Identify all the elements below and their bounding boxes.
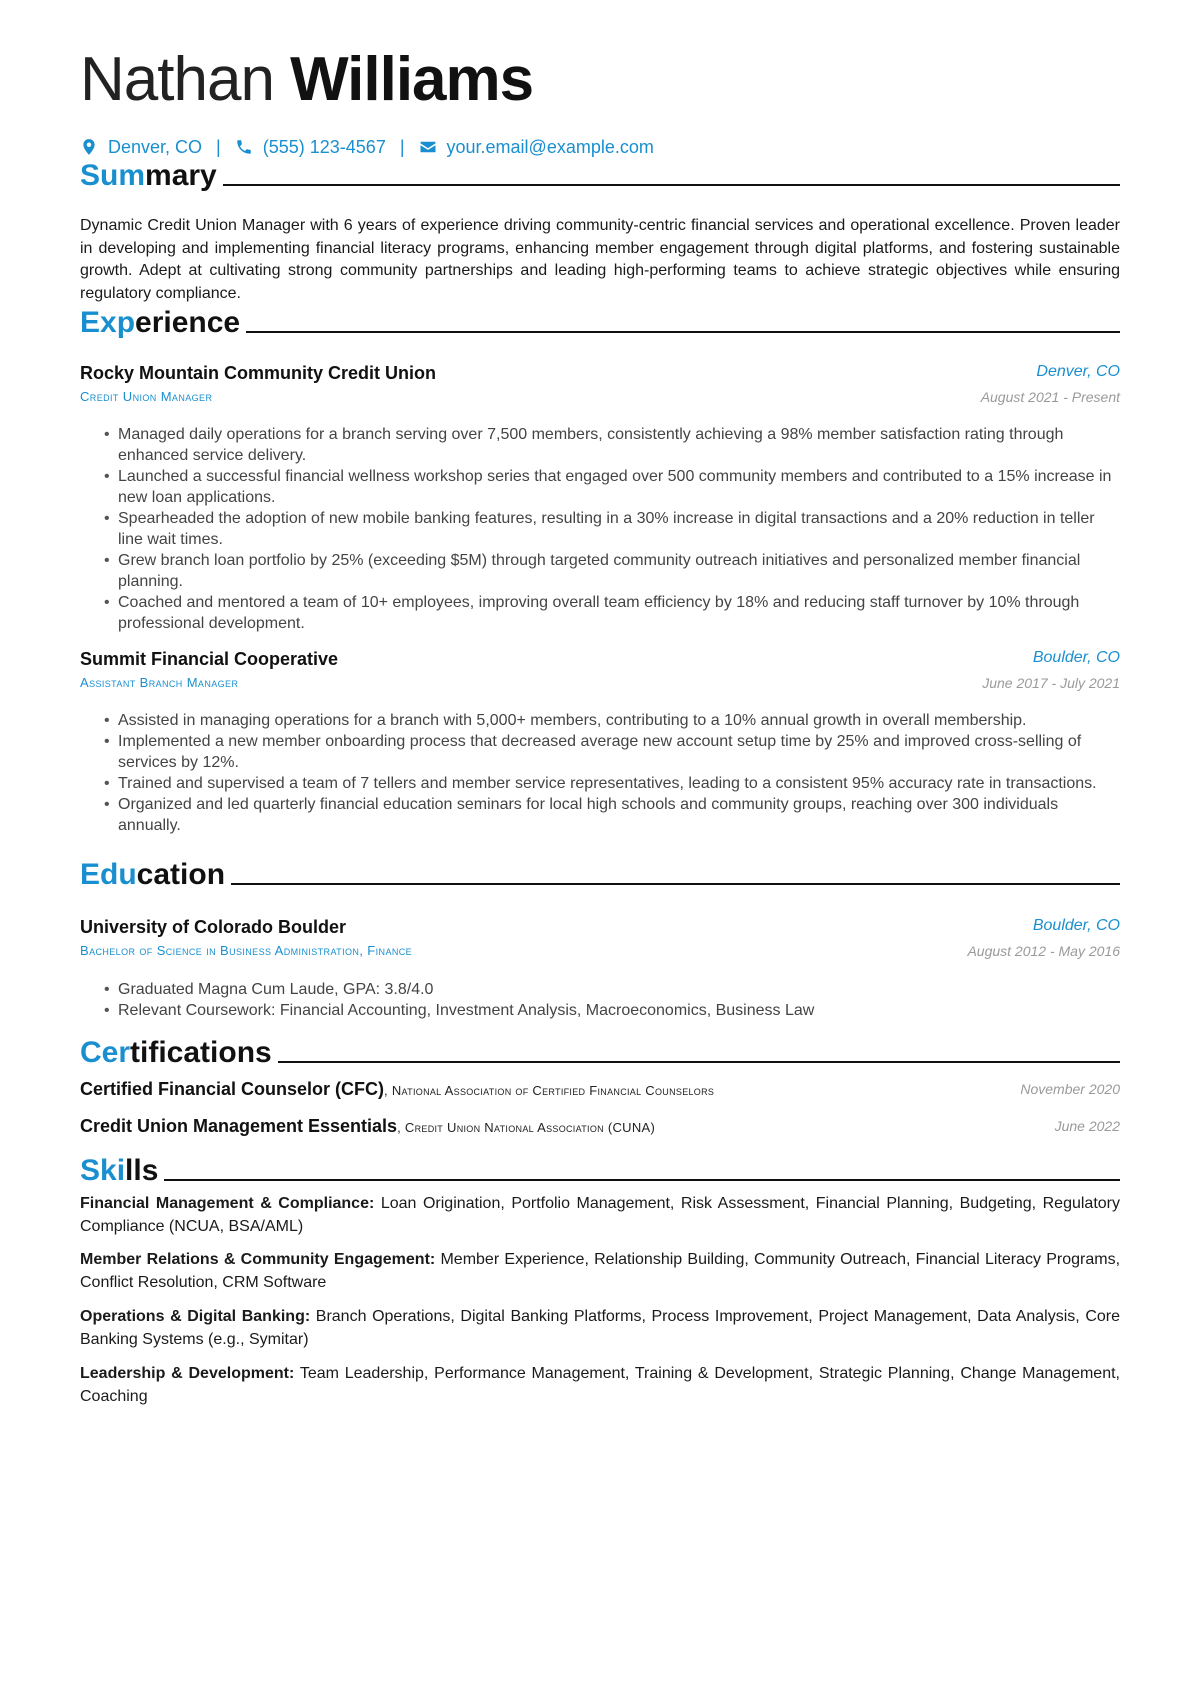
skill-group bbox=[80, 1306, 1120, 1351]
section-rule bbox=[246, 331, 1120, 333]
certification-name: Certified Financial Counselor (CFC) bbox=[80, 1079, 385, 1099]
skills-heading: Skills bbox=[80, 1149, 1120, 1189]
list-item: • Organized and led quarterly financial education seminars for local high schools and community groups, reaching over 300 individuals annually. bbox=[118, 794, 1118, 836]
job-header bbox=[80, 649, 1120, 673]
certification-date: June 2022 bbox=[1054, 1118, 1120, 1134]
list-item: • Spearheaded the adoption of new mobile banking features, resulting in a 30% increase in digital transactions and a 20% reduction in teller line wait times. bbox=[118, 508, 1118, 550]
skill-group-items: Loan Origination, Portfolio Management, Risk Assessment, Financial Planning, Budgeting, Regulatory Compliance (NCUA, BSA/AML) bbox=[80, 1195, 1120, 1235]
education-heading: Education bbox=[80, 853, 1120, 893]
school-header bbox=[80, 917, 1120, 941]
list-item: • Managed daily operations for a branch serving over 7,500 members, consistently achieving a 98% member satisfaction rating through enhanced service delivery. bbox=[118, 424, 1118, 466]
job-header bbox=[80, 363, 1120, 387]
school-name: University of Colorado Boulder bbox=[80, 917, 347, 937]
job-subheader bbox=[80, 389, 1120, 409]
list-item: • Assisted in managing operations for a branch with 5,000+ members, contributing to a 10% annual growth in overall membership. bbox=[118, 710, 1118, 731]
list-item: • Launched a successful financial wellness workshop series that engaged over 500 community members and contributed to a 15% increase in new loan applications. bbox=[118, 466, 1118, 508]
school-subheader bbox=[80, 943, 1120, 963]
list-item: • Graduated Magna Cum Laude, GPA: 3.8/4.0 bbox=[118, 979, 1118, 1000]
job-location: Boulder, CO bbox=[1032, 649, 1120, 666]
list-item: • Trained and supervised a team of 7 tellers and member service representatives, leading to a consistent 95% accuracy rate in transactions. bbox=[118, 773, 1118, 794]
employer-name: Summit Financial Cooperative bbox=[80, 649, 339, 669]
job-title: Assistant Branch Manager bbox=[80, 675, 239, 690]
job-title: Credit Union Manager bbox=[80, 389, 213, 404]
skill-group-label: Member Relations & Community Engagement: bbox=[80, 1251, 436, 1268]
job-dates: August 2021 - Present bbox=[980, 389, 1120, 405]
list-item: • Relevant Coursework: Financial Accounting, Investment Analysis, Macroeconomics, Business Law bbox=[118, 1000, 1118, 1021]
contact-separator: | bbox=[399, 136, 405, 157]
last-name: Williams bbox=[290, 45, 534, 114]
skill-group-items: Member Experience, Relationship Building, Community Outreach, Financial Literacy Programs, Conflict Resolution, CRM Software bbox=[80, 1251, 1121, 1291]
certification-issuer: , National Association of Certified Financial Counselors bbox=[384, 1083, 715, 1098]
location-text: Denver, CO bbox=[108, 136, 203, 157]
list-item: • Grew branch loan portfolio by 25% (exceeding $5M) through targeted community outreach initiatives and personalized member financial planning. bbox=[118, 550, 1118, 592]
certification-issuer: , Credit Union National Association (CUNA) bbox=[397, 1120, 656, 1135]
experience-heading: Experience bbox=[80, 301, 1120, 341]
job-dates: June 2017 - July 2021 bbox=[982, 675, 1120, 691]
contact-separator: | bbox=[216, 136, 221, 157]
first-name: Nathan bbox=[80, 45, 274, 114]
section-rule bbox=[164, 1179, 1120, 1181]
list-item: • Implemented a new member onboarding process that decreased average new account setup time by 25% and improved cross-selling of services by 12%. bbox=[118, 731, 1118, 773]
certification-item bbox=[80, 1116, 1120, 1142]
list-item: • Coached and mentored a team of 10+ employees, improving overall team efficiency by 18% and reducing staff turnover by 10% through professional development. bbox=[118, 592, 1118, 634]
skill-group-label: Leadership & Development: bbox=[80, 1365, 295, 1382]
candidate-name bbox=[80, 44, 533, 116]
certifications-heading: Certifications bbox=[80, 1031, 1120, 1071]
certification-item bbox=[80, 1079, 1120, 1105]
job-bullets bbox=[118, 710, 1118, 836]
certification-name: Credit Union Management Essentials bbox=[80, 1116, 398, 1136]
phone-text: (555) 123-4567 bbox=[262, 136, 386, 157]
school-location: Boulder, CO bbox=[1032, 917, 1120, 934]
skill-group-label: Operations & Digital Banking: bbox=[80, 1308, 311, 1325]
job-subheader bbox=[80, 675, 1120, 695]
summary-heading: Summary bbox=[80, 154, 1120, 194]
degree: Bachelor of Science in Business Administration, Finance bbox=[80, 943, 413, 958]
section-rule bbox=[231, 883, 1120, 885]
skill-group-items: Team Leadership, Performance Management, Training & Development, Strategic Planning, Change Management, Coaching bbox=[80, 1365, 1120, 1405]
employer-name: Rocky Mountain Community Credit Union bbox=[80, 363, 437, 383]
summary-text: Dynamic Credit Union Manager with 6 years of experience driving community-centric financial services and operational excellence. Proven leader in developing and implementing financial literacy programs, enhancing member engagement through digital platforms, and fostering sustainable growth. Adept at cultivating strong community partnerships and leading high-performing teams to achieve strategic objectives while ensuring regulatory compliance. bbox=[80, 217, 1120, 302]
skill-group-label: Financial Management & Compliance: bbox=[80, 1195, 375, 1212]
job-bullets bbox=[118, 424, 1118, 634]
skill-group bbox=[80, 1363, 1120, 1408]
certification-date: November 2020 bbox=[1020, 1081, 1120, 1097]
section-rule bbox=[278, 1061, 1120, 1063]
skill-group bbox=[80, 1193, 1120, 1238]
education-dates: August 2012 - May 2016 bbox=[967, 943, 1120, 959]
education-bullets bbox=[118, 979, 1118, 1021]
skill-group-items: Branch Operations, Digital Banking Platforms, Process Improvement, Project Management, Data Analysis, Core Banking Systems (e.g., Symitar) bbox=[80, 1308, 1121, 1348]
email-link[interactable]: your.email@example.com bbox=[446, 136, 654, 157]
section-rule bbox=[223, 184, 1120, 186]
skill-group bbox=[80, 1249, 1120, 1294]
job-location: Denver, CO bbox=[1036, 363, 1120, 380]
